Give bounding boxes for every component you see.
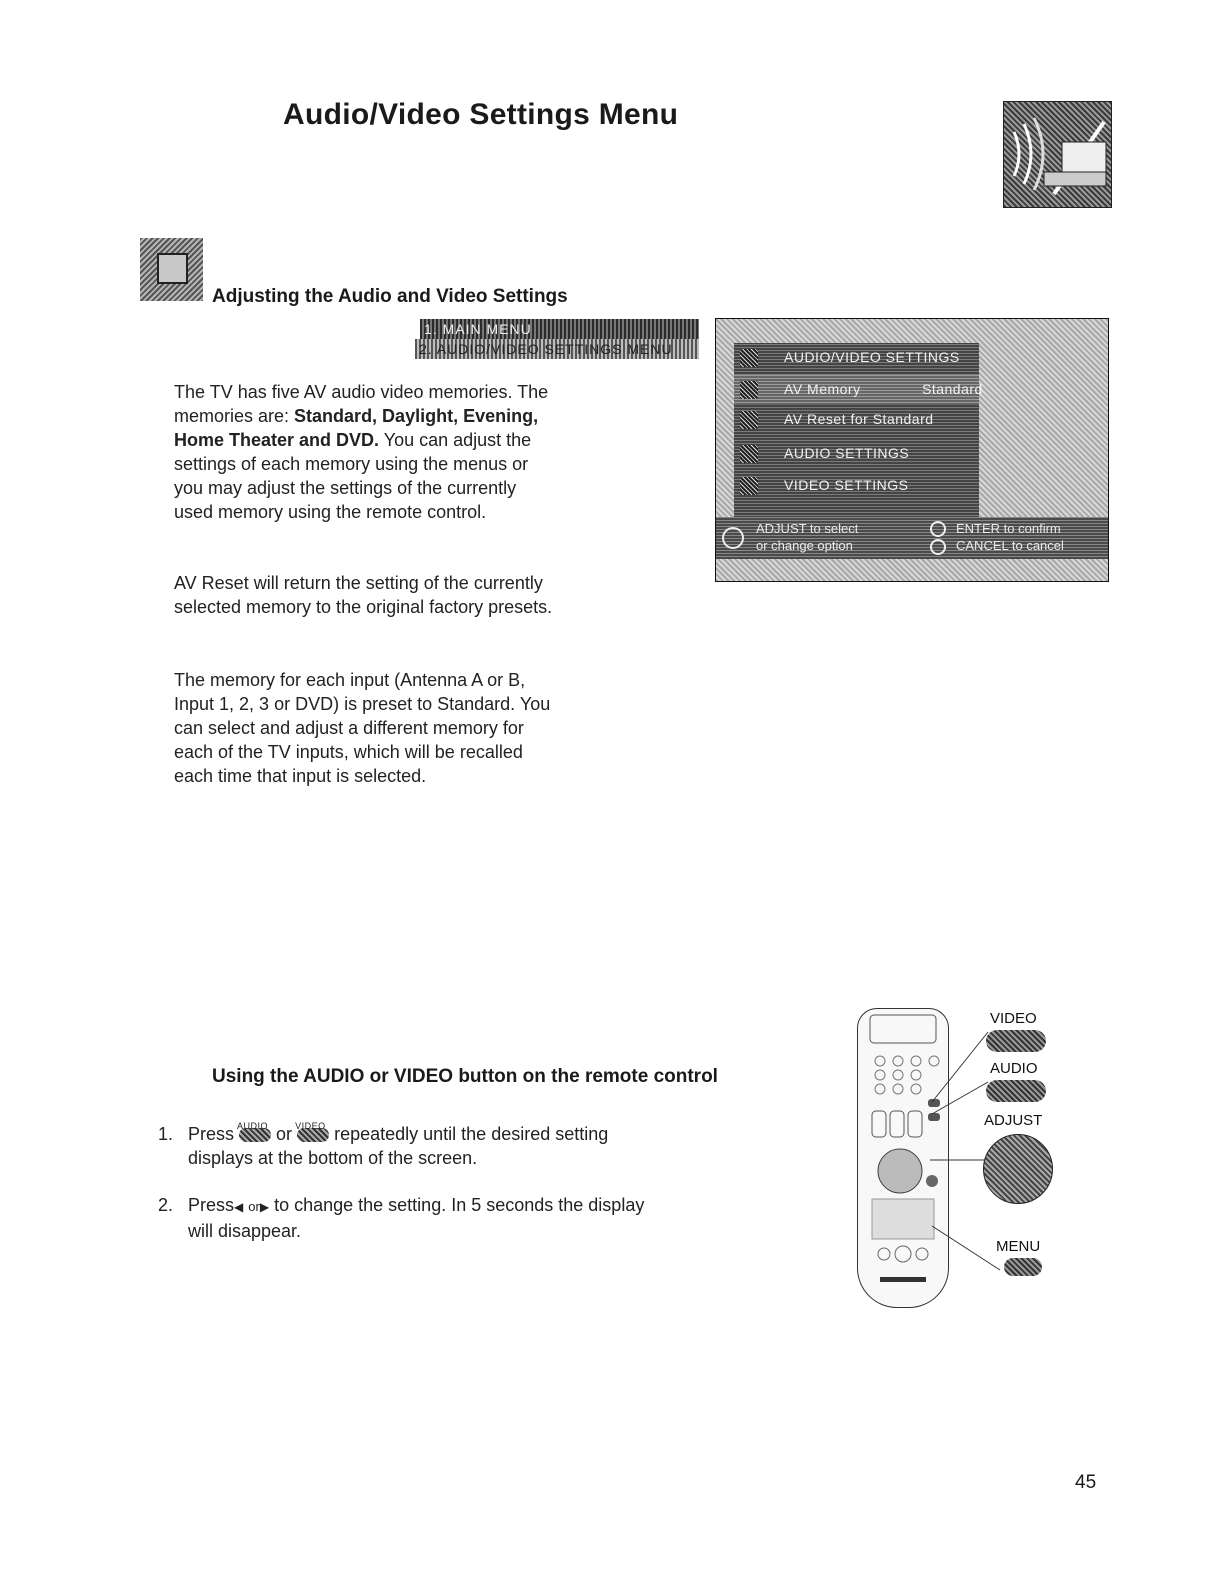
right-arrow-icon: ▶ bbox=[259, 1200, 270, 1214]
help-text: CANCEL to cancel bbox=[956, 538, 1064, 553]
adjust-label: ADJUST bbox=[984, 1112, 1043, 1129]
intro-paragraph: The TV has five AV audio video memories. The memories are: Standard, Daylight, Evening, Home Theater and DVD. You can adjust the settings of each memory using the menus or you may adjust the settings of the currently used memory using the remote control. bbox=[174, 382, 549, 522]
page-number: 45 bbox=[1075, 1472, 1097, 1493]
menu-label: MENU bbox=[996, 1238, 1041, 1255]
av-settings-icon bbox=[740, 349, 758, 367]
menu-item-label: AUDIO SETTINGS bbox=[784, 445, 910, 461]
menu-item-audio-settings[interactable] bbox=[734, 439, 979, 469]
av-reset-icon bbox=[740, 411, 758, 429]
audio-settings-icon bbox=[740, 445, 758, 463]
menu-header: AUDIO/VIDEO SETTINGS bbox=[784, 349, 960, 365]
audio-video-section-icon bbox=[1003, 101, 1112, 208]
audio-label: AUDIO bbox=[990, 1060, 1038, 1077]
video-settings-icon bbox=[740, 477, 758, 495]
adjust-icon bbox=[722, 527, 744, 549]
menu-item-av-memory[interactable] bbox=[734, 375, 983, 405]
menu-item-label: VIDEO SETTINGS bbox=[784, 477, 909, 493]
left-arrow-icon: ◀ bbox=[234, 1200, 244, 1214]
menu-item-label: AV Reset for Standard bbox=[784, 411, 934, 427]
av-memory-icon bbox=[740, 381, 758, 399]
help-text: or change option bbox=[756, 538, 853, 553]
cancel-icon bbox=[930, 539, 946, 555]
page-title: Audio/Video Settings Menu bbox=[283, 98, 679, 131]
audio-button-icon: AUDIO bbox=[239, 1128, 271, 1142]
menu-path-step: 1. MAIN MENU bbox=[420, 319, 699, 339]
help-text: ENTER to confirm bbox=[956, 521, 1061, 536]
audio-button[interactable] bbox=[986, 1080, 1046, 1102]
tv-menu-screenshot bbox=[715, 318, 1109, 582]
video-button[interactable] bbox=[986, 1030, 1046, 1052]
menu-path bbox=[415, 319, 699, 359]
menu-item-value: Standard bbox=[922, 381, 983, 397]
menu-button[interactable] bbox=[1004, 1258, 1042, 1276]
menu-help-bar bbox=[716, 517, 1108, 559]
av-reset-paragraph: AV Reset will return the setting of the currently selected memory to the original factory presets. bbox=[174, 573, 553, 617]
step-number: 1. bbox=[158, 1124, 174, 1144]
input-memory-paragraph: The memory for each input (Antenna A or B, Input 1, 2, 3 or DVD) is preset to Standard. You can select and adjust a different memory for each of the TV inputs, which will be recalled each time that input is selected. bbox=[174, 670, 551, 786]
section-heading: Adjusting the Audio and Video Settings bbox=[212, 286, 568, 307]
menu-path-step: 2. AUDIO/VIDEO SETTINGS MENU bbox=[415, 339, 699, 359]
video-button-icon: VIDEO bbox=[297, 1128, 329, 1142]
menu-item-av-reset[interactable] bbox=[734, 405, 979, 435]
remote-section-heading: Using the AUDIO or VIDEO button on the remote control bbox=[212, 1066, 718, 1087]
menu-item-video-settings[interactable] bbox=[734, 471, 979, 501]
step-1: Press AUDIO or VIDEO repeatedly until the desired setting displays at the bottom of the screen. bbox=[188, 1121, 609, 1168]
help-text: ADJUST to select bbox=[756, 521, 859, 536]
menu-header-row bbox=[734, 343, 979, 373]
av-settings-menu bbox=[734, 343, 983, 521]
adjust-dpad[interactable] bbox=[983, 1134, 1053, 1204]
enter-icon bbox=[930, 521, 946, 537]
tv-section-icon bbox=[140, 238, 203, 301]
step-number: 2. bbox=[158, 1195, 174, 1215]
menu-item-label: AV Memory bbox=[784, 381, 861, 397]
step-2: Press◀ or▶ to change the setting. In 5 seconds the display will disappear. bbox=[188, 1195, 645, 1241]
video-label: VIDEO bbox=[990, 1010, 1037, 1027]
